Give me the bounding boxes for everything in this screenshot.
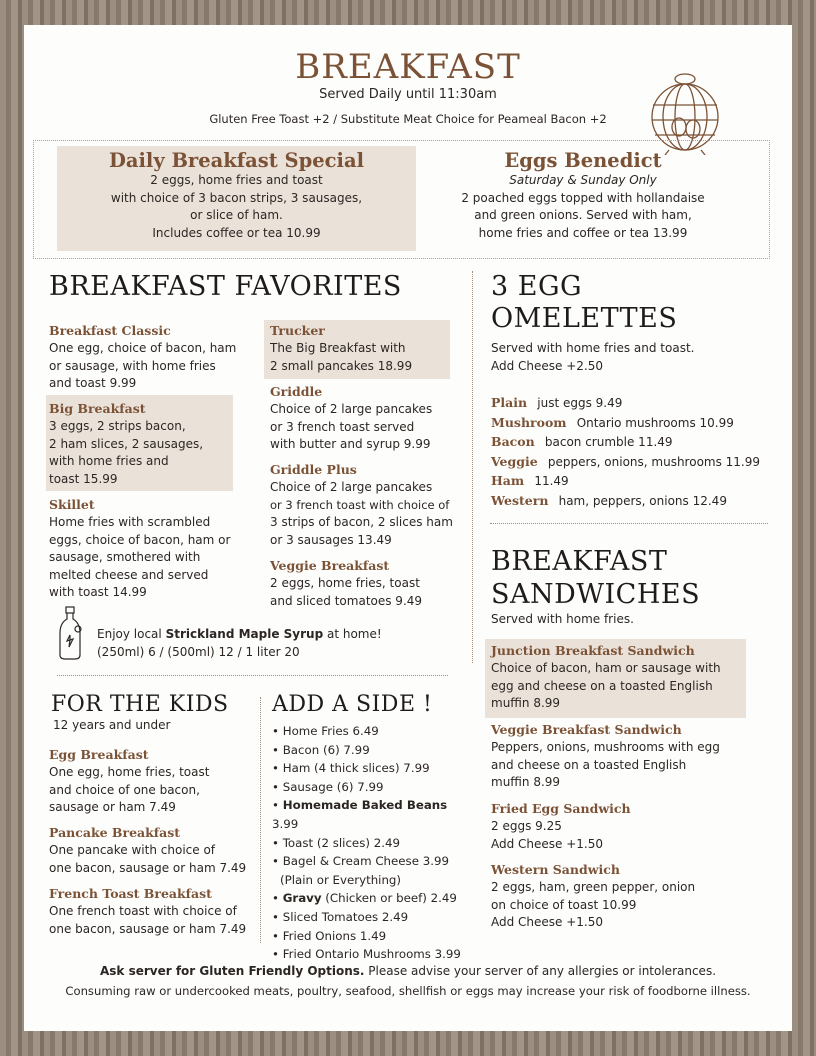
item-desc: eggs, choice of bacon, ham or xyxy=(49,532,231,547)
item-desc: and choice of one bacon, xyxy=(49,782,200,797)
item-desc: with butter and syrup 9.99 xyxy=(270,437,431,451)
daily-special-line: or slice of ham. xyxy=(190,208,283,222)
omelette-item xyxy=(491,471,781,491)
footer-bold: Ask server for Gluten Friendly Options. xyxy=(99,964,365,978)
page-title: BREAKFAST xyxy=(295,47,521,87)
maple-brand: Strickland Maple Syrup xyxy=(165,627,324,641)
item-name: Egg Breakfast xyxy=(49,747,149,762)
item-desc: sausage or ham 7.49 xyxy=(49,800,176,814)
item-desc: on choice of toast 10.99 xyxy=(491,897,637,912)
item-name: Veggie Breakfast xyxy=(270,558,390,573)
eggs-benedict-line: 2 poached eggs topped with hollandaise xyxy=(461,190,705,205)
eggs-benedict-line: home fries and coffee or tea 13.99 xyxy=(478,225,688,240)
side-item-bold: Homemade Baked Beans xyxy=(282,798,448,813)
side-item xyxy=(272,778,472,797)
item-desc: and sliced tomatoes 9.49 xyxy=(270,593,423,608)
footer-line2: Consuming raw or undercooked meats, poultry, seafood, shellfish or eggs may increase your risk of foodborne illness. xyxy=(65,984,751,998)
menu-page xyxy=(24,25,792,1031)
side-item xyxy=(272,945,472,964)
item-desc: 2 small pancakes 18.99 xyxy=(270,358,413,373)
side-item xyxy=(272,759,472,778)
item-desc: Add Cheese +2.50 xyxy=(491,358,604,373)
kids-heading: FOR THE KIDS xyxy=(51,692,229,717)
omelettes-heading-line: 3 EGG xyxy=(491,271,583,302)
footer-line1 xyxy=(24,964,792,978)
sandwich-item xyxy=(491,861,761,932)
eggs-benedict-line: and green onions. Served with ham, xyxy=(474,208,692,222)
item-desc: Served with home fries and toast. xyxy=(491,341,695,355)
kids-item xyxy=(49,824,259,877)
sandwiches-intro: Served with home fries. xyxy=(491,612,634,626)
side-item-text: (Chicken or beef) 2.49 xyxy=(321,891,457,906)
side-item xyxy=(272,722,472,741)
side-item-text: Home Fries 6.49 xyxy=(282,724,379,738)
side-item-text: Ham (4 thick slices) 7.99 xyxy=(282,761,430,776)
favorites-heading: BREAKFAST FAVORITES xyxy=(49,271,402,302)
item-name: Veggie Breakfast Sandwich xyxy=(491,722,682,737)
item-name: Junction Breakfast Sandwich xyxy=(491,643,695,658)
maple-text: Enjoy local xyxy=(97,627,166,641)
omelette-item xyxy=(491,452,781,472)
item-name: Plain xyxy=(491,395,528,410)
item-desc: or 3 french toast served xyxy=(270,419,415,434)
favorites-item xyxy=(49,400,239,488)
side-item-text: 3.99 xyxy=(272,816,299,831)
item-desc: sausage, smothered with xyxy=(49,550,201,564)
item-name: Western xyxy=(491,492,549,508)
sides-heading: ADD A SIDE ! xyxy=(272,692,433,717)
favorites-item xyxy=(49,322,239,393)
item-desc: 11.49 xyxy=(534,474,569,488)
item-name: Veggie xyxy=(491,453,538,469)
item-desc: melted cheese and served xyxy=(49,567,209,582)
favorites-item xyxy=(270,461,470,549)
side-item xyxy=(272,889,472,908)
item-desc: and toast 9.99 xyxy=(49,376,137,390)
footer-text: Please advise your server of any allergies or intolerances. xyxy=(364,964,717,978)
item-desc: One egg, choice of bacon, ham xyxy=(49,341,237,355)
substitution-note: Gluten Free Toast +2 / Substitute Meat Choice for Peameal Bacon +2 xyxy=(209,112,607,126)
omelettes-intro xyxy=(491,340,694,375)
item-desc: one bacon, sausage or ham 7.49 xyxy=(49,860,247,875)
item-desc: and cheese on a toasted English xyxy=(491,757,687,772)
side-item xyxy=(272,796,472,833)
maple-line1 xyxy=(97,626,437,644)
item-name: Bacon xyxy=(491,434,535,449)
kids-item xyxy=(49,885,259,938)
item-name: Skillet xyxy=(49,497,95,512)
omelette-item xyxy=(491,491,781,511)
omelette-item xyxy=(491,432,781,452)
item-desc: 2 eggs, ham, green pepper, onion xyxy=(491,880,696,894)
side-item-text: Fried Ontario Mushrooms 3.99 xyxy=(282,947,461,962)
side-item-text: (Plain or Everything) xyxy=(280,872,402,887)
side-item-text: Bagel & Cream Cheese 3.99 xyxy=(282,854,449,869)
item-desc: just eggs 9.49 xyxy=(537,396,623,410)
item-name: French Toast Breakfast xyxy=(49,886,212,901)
sandwiches-heading-line: BREAKFAST xyxy=(491,546,668,577)
item-name: Ham xyxy=(491,473,525,488)
item-desc: One pancake with choice of xyxy=(49,843,216,857)
eggs-benedict-title: Eggs Benedict xyxy=(504,149,662,172)
item-name: Big Breakfast xyxy=(49,401,146,416)
item-desc: bacon crumble 11.49 xyxy=(544,435,673,449)
item-desc: One egg, home fries, toast xyxy=(49,765,210,779)
item-name: Breakfast Classic xyxy=(49,323,171,338)
side-item xyxy=(272,871,472,890)
item-name: Fried Egg Sandwich xyxy=(491,801,631,816)
maple-syrup-promo xyxy=(97,626,437,661)
section-divider xyxy=(490,523,768,524)
item-desc: 2 eggs, home fries, toast xyxy=(270,576,420,590)
item-desc: with toast 14.99 xyxy=(49,585,147,599)
side-item-text: Bacon (6) 7.99 xyxy=(282,742,370,757)
kids-subheading: 12 years and under xyxy=(53,718,171,732)
eggs-benedict-panel xyxy=(428,146,738,242)
omelette-item xyxy=(491,393,781,413)
side-item-text: Sliced Tomatoes 2.49 xyxy=(282,909,409,924)
omelettes-list xyxy=(491,393,781,510)
daily-special-line: 2 eggs, home fries and toast xyxy=(150,173,323,187)
item-desc: Add Cheese +1.50 xyxy=(491,915,604,929)
column-divider xyxy=(472,271,473,663)
item-desc: with home fries and xyxy=(49,454,169,468)
item-desc: Choice of bacon, ham or sausage with xyxy=(491,661,721,675)
side-item xyxy=(272,834,472,853)
item-desc: or 3 sausages 13.49 xyxy=(270,532,392,547)
item-desc: ham, peppers, onions 12.49 xyxy=(558,493,727,508)
sandwich-item xyxy=(491,721,761,792)
daily-special-line: Includes coffee or tea 10.99 xyxy=(152,225,321,240)
item-desc: Home fries with scrambled xyxy=(49,515,211,529)
side-item-text: Fried Onions 1.49 xyxy=(282,928,387,943)
item-name: Griddle xyxy=(270,384,323,399)
daily-special-title: Daily Breakfast Special xyxy=(108,149,365,172)
item-desc: Ontario mushrooms 10.99 xyxy=(576,415,734,430)
sandwich-item xyxy=(491,642,761,713)
item-desc: or 3 french toast with choice of xyxy=(270,497,450,512)
sides-list xyxy=(272,722,472,964)
side-item xyxy=(272,741,472,760)
item-name: Griddle Plus xyxy=(270,462,357,477)
item-desc: Add Cheese +1.50 xyxy=(491,836,604,851)
item-name: Western Sandwich xyxy=(491,862,620,877)
side-item xyxy=(272,908,472,927)
item-name: Pancake Breakfast xyxy=(49,825,181,840)
sandwiches-heading-line: SANDWICHES xyxy=(491,579,701,610)
item-desc: 3 strips of bacon, 2 slices ham xyxy=(270,515,453,529)
side-item-text: Sausage (6) 7.99 xyxy=(282,779,384,794)
item-desc: peppers, onions, mushrooms 11.99 xyxy=(547,454,761,469)
item-desc: Choice of 2 large pancakes xyxy=(270,480,433,494)
section-divider xyxy=(57,675,448,676)
omelettes-heading xyxy=(491,271,677,335)
item-desc: egg and cheese on a toasted English xyxy=(491,678,713,693)
item-desc: Peppers, onions, mushrooms with egg xyxy=(491,740,720,754)
daily-special-line: with choice of 3 bacon strips, 3 sausages, xyxy=(110,190,363,205)
side-item-text: Toast (2 slices) 2.49 xyxy=(282,835,400,850)
side-item-bold: Gravy xyxy=(282,891,322,906)
item-desc: or sausage, with home fries xyxy=(49,358,216,373)
favorites-item xyxy=(270,322,470,375)
omelettes-heading-line: OMELETTES xyxy=(491,303,678,334)
sandwiches-heading xyxy=(491,545,700,611)
item-desc: One french toast with choice of xyxy=(49,904,237,918)
omelette-item xyxy=(491,413,781,433)
daily-special-panel xyxy=(57,146,416,251)
kids-item xyxy=(49,746,259,817)
item-desc: toast 15.99 xyxy=(49,471,118,486)
eggs-benedict-subtitle: Saturday & Sunday Only xyxy=(509,173,657,187)
item-name: Trucker xyxy=(270,323,325,338)
item-desc: muffin 8.99 xyxy=(491,775,561,789)
side-item xyxy=(272,852,472,871)
item-desc: muffin 8.99 xyxy=(491,696,561,710)
maple-prices: (250ml) 6 / (500ml) 12 / 1 liter 20 xyxy=(97,644,300,659)
favorites-item xyxy=(270,557,470,610)
item-desc: one bacon, sausage or ham 7.49 xyxy=(49,921,247,936)
item-desc: 2 ham slices, 2 sausages, xyxy=(49,436,204,451)
sandwich-item xyxy=(491,800,761,853)
favorites-item xyxy=(49,496,249,602)
item-desc: The Big Breakfast with xyxy=(270,341,406,355)
maple-text: at home! xyxy=(323,627,382,641)
item-desc: 3 eggs, 2 strips bacon, xyxy=(49,419,186,433)
side-item xyxy=(272,927,472,946)
column-divider xyxy=(260,697,261,943)
item-desc: 2 eggs 9.25 xyxy=(491,819,562,833)
item-desc: Choice of 2 large pancakes xyxy=(270,402,433,416)
maple-syrup-bottle-icon xyxy=(57,605,83,661)
served-hours: Served Daily until 11:30am xyxy=(319,87,497,102)
item-name: Mushroom xyxy=(491,414,567,430)
favorites-item xyxy=(270,383,480,454)
